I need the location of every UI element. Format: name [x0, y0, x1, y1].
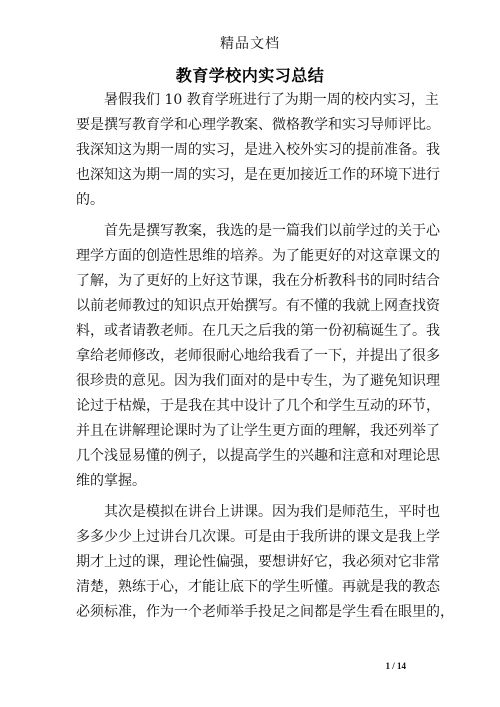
- paragraph-line: 首先是撰写教案，我选的是一篇我们以前学过的关于心: [104, 223, 440, 239]
- page-number: 1 / 14: [385, 661, 406, 671]
- paragraph-line: 几个浅显易懂的例子，以提高学生的兴趣和注意和对理论思: [76, 448, 440, 464]
- document-body: [76, 88, 454, 625]
- paragraph-line: 了解，为了更好的上好这节课，我在分析教科书的同时结合: [76, 273, 440, 289]
- paragraph-line: 期才上过的课，理论性偏强，要想讲好它，我必须对它非常: [76, 554, 440, 570]
- page-header: 精品文档: [220, 36, 280, 52]
- document-title: 教育学校内实习总结: [175, 66, 325, 85]
- paragraph-line: 论过于枯燥，于是我在其中设计了几个和学生互动的环节，: [76, 398, 440, 414]
- paragraph-line: 维的掌握。: [76, 473, 146, 489]
- paragraph-3: [76, 500, 454, 625]
- paragraph-line: 以前老师教过的知识点开始撰写。有不懂的我就上网查找资: [76, 298, 440, 314]
- paragraph-line: 我深知这为期一周的实习，是进入校外实习的提前准备。我: [76, 142, 440, 158]
- paragraph-line: 清楚，熟练于心，才能让底下的学生听懂。再就是我的教态: [76, 579, 440, 595]
- paragraph-line: 并且在讲解理论课时为了让学生更方面的理解，我还列举了: [76, 423, 440, 439]
- paragraph-line: 要是撰写教育学和心理学教案、微格教学和实习导师评比。: [76, 117, 440, 133]
- paragraph-2: [76, 219, 440, 494]
- paragraph-line: 多多少少上过讲台几次课。可是由于我所讲的课文是我上学: [76, 529, 440, 545]
- paragraph-line: 拿给老师修改，老师很耐心地给我看了一下，并提出了很多: [76, 348, 440, 364]
- paragraph-line: 的。: [76, 192, 104, 208]
- paragraph-line: 理学方面的创造性思维的培养。为了能更好的对这章课文的: [76, 248, 440, 264]
- paragraph-1: [76, 88, 440, 213]
- paragraph-line: 也深知这为期一周的实习，是在更加接近工作的环境下进行: [76, 167, 440, 183]
- paragraph-line: 其次是模拟在讲台上讲课。因为我们是师范生，平时也: [104, 504, 440, 520]
- paragraph-line: 料，或者请教老师。在几天之后我的第一份初稿诞生了。我: [76, 323, 440, 339]
- paragraph-line: 很珍贵的意见。因为我们面对的是中专生，为了避免知识理: [76, 373, 440, 389]
- paragraph-line: 暑假我们 10 教育学班进行了为期一周的校内实习，主: [104, 92, 439, 108]
- paragraph-line: 必须标准，作为一个老师举手投足之间都是学生看在眼里的，: [76, 604, 454, 620]
